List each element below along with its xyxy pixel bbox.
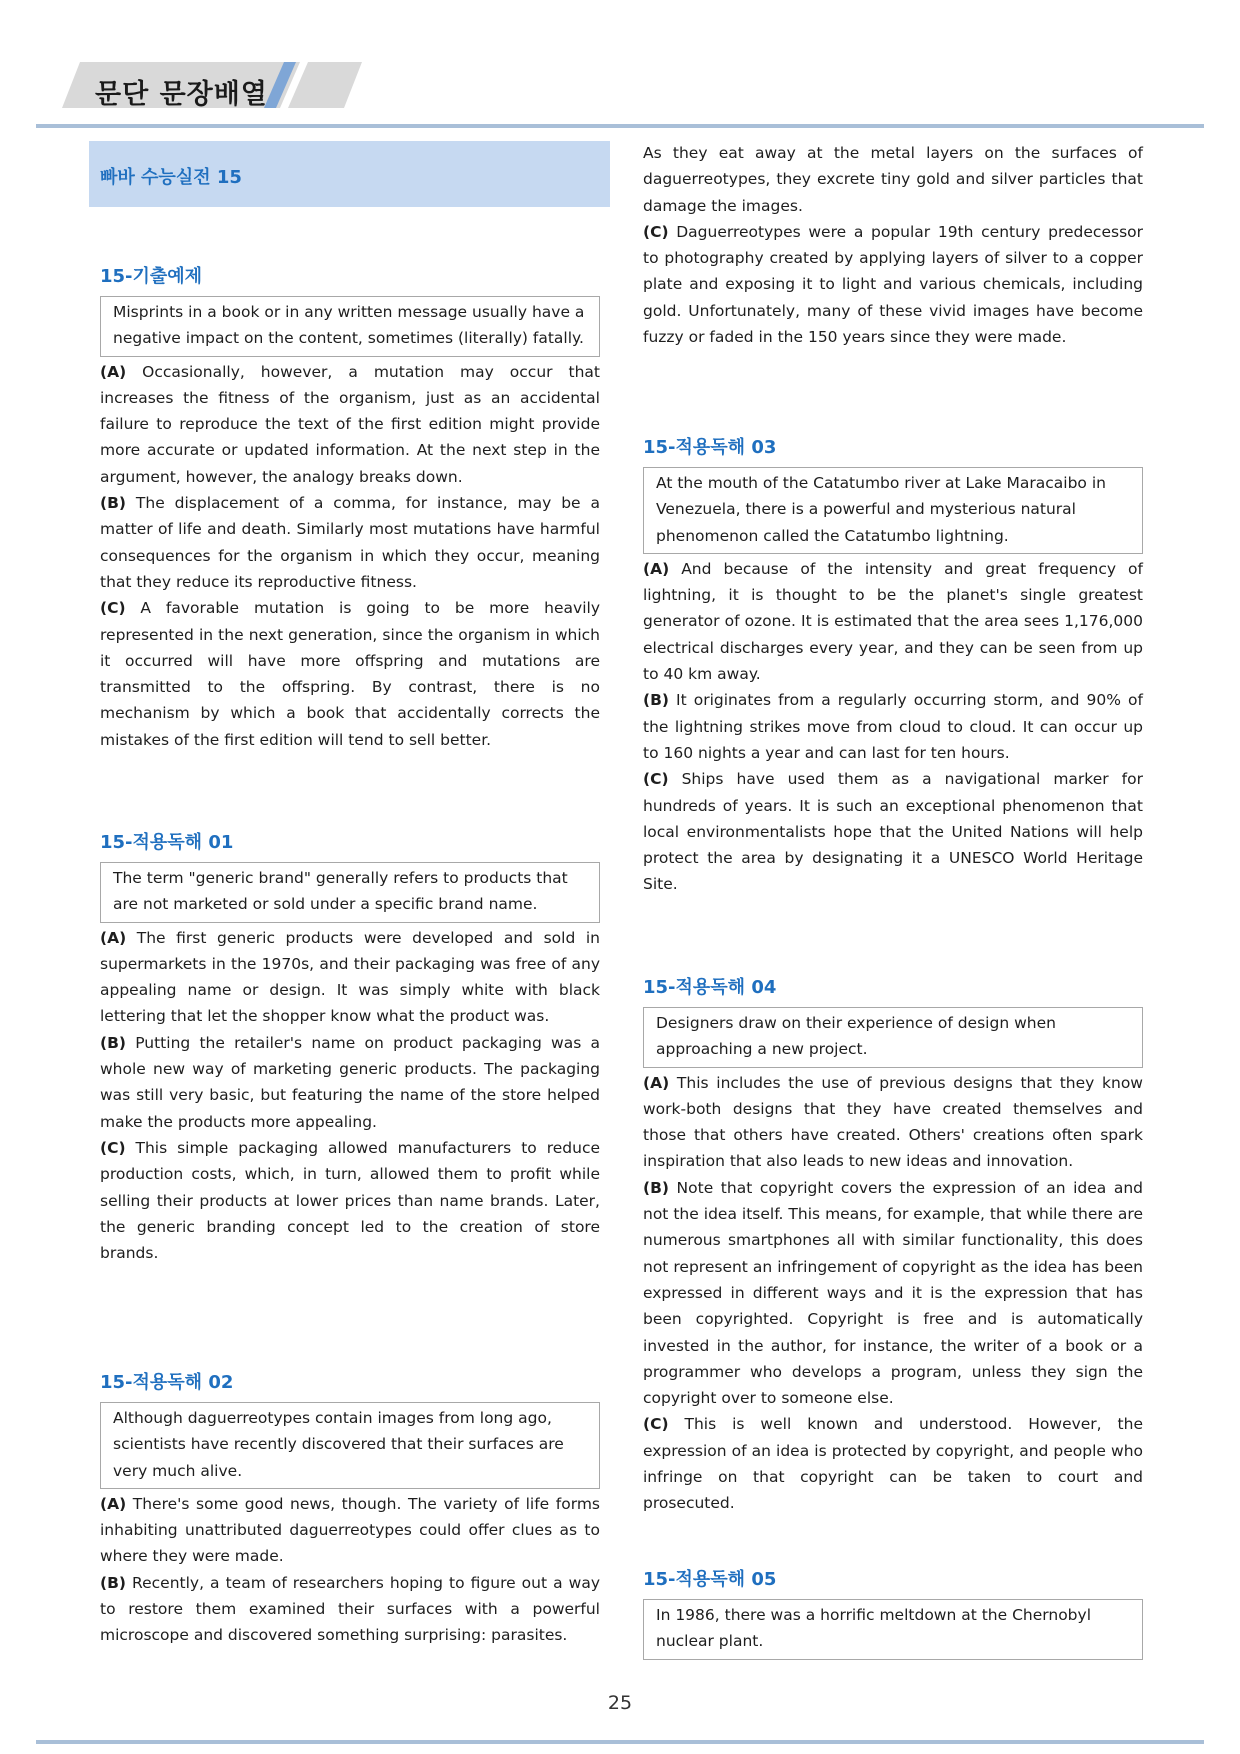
paragraph-text: A favorable mutation is going to be more heavily represented in the next generation, since the organism in which it occurred will have more offspring and mutations are transmitted to the offspring. By contrast, there is no mechanism by which a book that accidentally corrects the mistakes of the first edition will tend to sell better. xyxy=(100,599,600,749)
intro-box: Misprints in a book or in any written message usually have a negative impact on the content, sometimes (literally) fatally. xyxy=(100,296,600,357)
question-block xyxy=(100,862,600,1266)
bottom-divider xyxy=(36,1740,1204,1744)
paragraph-text: The first generic products were developed and sold in supermarkets in the 1970s, and their packaging was free of any appealing name or design. It was simply white with black lettering that let the shopper know what the product was. xyxy=(100,928,600,1026)
paragraph xyxy=(100,1570,600,1649)
paragraph-text: Ships have used them as a navigational marker for hundreds of years. It is such an exceptional phenomenon that local environmentalists hope that the United Nations will help protect the area by designating it a UNESCO World Heritage Site. xyxy=(643,770,1143,894)
paragraph-text: This simple packaging allowed manufacturers to reduce production costs, which, in turn, allowed them to profit while selling their products at lower prices than name brands. Later, the generic branding concept led to the creation of store brands. xyxy=(100,1138,600,1263)
intro-box: In 1986, there was a horrific meltdown at the Chernobyl nuclear plant. xyxy=(643,1599,1143,1660)
paragraph-text: And because of the intensity and great frequency of lightning, it is thought to be the planet's single greatest generator of ozone. It is estimated that the area sees 1,176,000 electrical discharges every year, and they can be seen from up to 40 km away. xyxy=(643,559,1143,684)
paragraph-label: (A) xyxy=(100,362,127,381)
paragraph xyxy=(643,556,1143,687)
paragraph-label: (A) xyxy=(100,1494,127,1513)
paragraph-label: (B) xyxy=(100,494,126,513)
paragraph-label: (A) xyxy=(643,1073,670,1092)
paragraph xyxy=(100,359,600,490)
paragraph xyxy=(100,1135,600,1266)
page-header-title: 문단 문장배열 xyxy=(95,79,268,110)
page-number: 25 xyxy=(607,1692,633,1714)
paragraph-text: This is well known and understood. However, the expression of an idea is protected by copyright, and people who infringe on that copyright can be taken to court and prosecuted. xyxy=(643,1415,1143,1513)
paragraph xyxy=(100,490,600,595)
paragraph xyxy=(643,219,1143,350)
paragraph-label: (A) xyxy=(643,559,670,578)
intro-box: Although daguerreotypes contain images from long ago, scientists have recently discovered that their surfaces are very much alive. xyxy=(100,1402,600,1489)
paragraph-label: (B) xyxy=(100,1573,126,1592)
intro-box: The term "generic brand" generally refers to products that are not marketed or sold under a specific brand name. xyxy=(100,862,600,923)
top-divider xyxy=(36,124,1204,128)
paragraph-text: Note that copyright covers the expression of an idea and not the idea itself. This means, for example, that while there are numerous smartphones all with similar functionality, this does not represent an infringement of copyright as the idea has been expressed in different ways and it is the expression that has been copyrighted. Copyright is free and is automatically invested in the author, for instance, the writer of a book or a programmer who develops a program, unless they sign the copyright over to someone else. xyxy=(643,1178,1143,1408)
paragraph-text: Daguerreotypes were a popular 19th century predecessor to photography created by applying layers of silver to a copper plate and exposing it to light and various chemicals, including gold. Unfortunately, many of these vivid images have become fuzzy or faded in the 150 years since they were made. xyxy=(643,222,1143,347)
section-title: 15-적용독해 02 xyxy=(100,1372,234,1393)
question-block xyxy=(643,1599,1143,1660)
paragraph-label: (C) xyxy=(643,1415,669,1434)
intro-box: Designers draw on their experience of design when approaching a new project. xyxy=(643,1007,1143,1068)
paragraph-label: (C) xyxy=(100,1138,126,1157)
paragraph xyxy=(643,1411,1143,1516)
paragraph-text: There's some good news, though. The variety of life forms inhabiting unattributed daguerreotypes could offer clues as to where they were made. xyxy=(100,1494,600,1566)
paragraph-label: (A) xyxy=(100,928,127,947)
question-block xyxy=(643,1007,1143,1517)
question-block-continued xyxy=(643,140,1143,350)
paragraph-label: (B) xyxy=(100,1033,126,1052)
section-title: 15-적용독해 05 xyxy=(643,1569,777,1590)
paragraph-continuation: As they eat away at the metal layers on the surfaces of daguerreotypes, they excrete tiny gold and silver particles that damage the images. xyxy=(643,144,1143,215)
paragraph-text: Occasionally, however, a mutation may occur that increases the fitness of the organism, just as an accidental failure to reproduce the text of the first edition might provide more accurate or updated information. At the next step in the argument, however, the analogy breaks down. xyxy=(100,362,600,486)
paragraph-label: (C) xyxy=(100,599,126,618)
paragraph-text: Recently, a team of researchers hoping to figure out a way to restore them examined their surfaces with a powerful microscope and discovered something surprising: parasites. xyxy=(100,1573,600,1645)
question-block xyxy=(643,467,1143,898)
paragraph-label: (B) xyxy=(643,691,669,710)
paragraph xyxy=(100,1030,600,1135)
paragraph xyxy=(643,1175,1143,1412)
paragraph-text: Putting the retailer's name on product packaging was a whole new way of marketing generic products. The packaging was still very basic, but featuring the name of the store helped make the products more appealing. xyxy=(100,1033,600,1131)
paragraph-text: This includes the use of previous designs that they know work-both designs that they have created themselves and those that others have created. Others' creations often spark inspiration that also leads to new ideas and innovation. xyxy=(643,1073,1143,1171)
question-block xyxy=(100,1402,600,1649)
paragraph-text: It originates from a regularly occurring storm, and 90% of the lightning strikes move from cloud to cloud. It can occur up to 160 nights a year and can last for ten hours. xyxy=(643,691,1143,762)
paragraph xyxy=(643,1070,1143,1175)
paragraph-label: (C) xyxy=(643,222,669,241)
question-block xyxy=(100,296,600,753)
paragraph-label: (C) xyxy=(643,770,669,789)
paragraph xyxy=(100,1491,600,1570)
paragraph-label: (B) xyxy=(643,1178,669,1197)
paragraph-text: The displacement of a comma, for instance, may be a matter of life and death. Similarly most mutations have harmful consequences for the organism in which they occur, meaning that they reduce its reproductive fitness. xyxy=(100,494,600,591)
section-title: 15-적용독해 01 xyxy=(100,832,234,853)
section-title: 15-적용독해 04 xyxy=(643,977,777,998)
section-title: 15-기출예제 xyxy=(100,266,203,287)
paragraph xyxy=(100,925,600,1030)
paragraph xyxy=(643,687,1143,766)
section-title: 15-적용독해 03 xyxy=(643,437,777,458)
exam-title: 빠바 수능실전 15 xyxy=(100,167,242,188)
intro-box: At the mouth of the Catatumbo river at Lake Maracaibo in Venezuela, there is a powerful and mysterious natural phenomenon called the Catatumbo lightning. xyxy=(643,467,1143,554)
paragraph xyxy=(100,595,600,753)
paragraph xyxy=(643,766,1143,897)
